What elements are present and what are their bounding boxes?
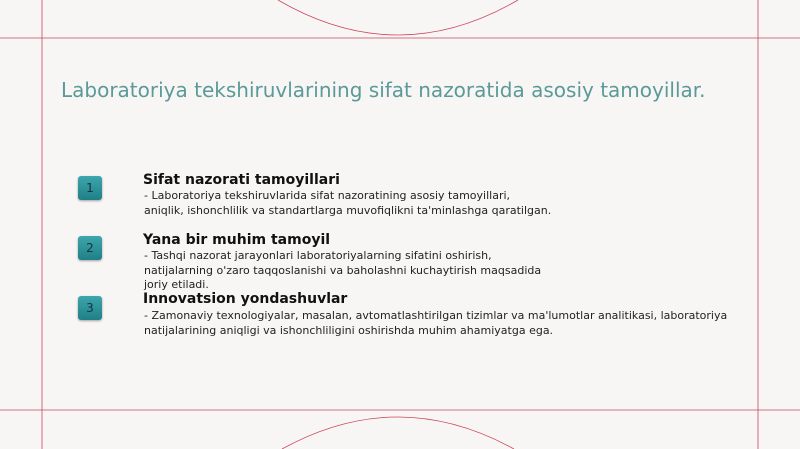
number-badge-3: 3 (78, 296, 102, 320)
slide-title: Laboratoriya tekshiruvlarining sifat nazoratida asosiy tamoyillar. (61, 78, 706, 102)
number-badge-2: 2 (78, 236, 102, 260)
frame-arc-top (278, 0, 518, 35)
item-description-2: - Tashqi nazorat jarayonlari laboratoriyalarning sifatini oshirish, natijalarning o'zaro taqqoslanishi va baholashni kuchaytirish maqsadida joriy etiladi. (144, 249, 542, 291)
item-description-1: - Laboratoriya tekshiruvlarida sifat nazoratining asosiy tamoyillari, aniqlik, ishonchlilik va standartlarga muvofiqlikni ta'minlashga qaratilgan. (144, 189, 552, 217)
item-heading-1: Sifat nazorati tamoyillari (143, 172, 340, 188)
frame-arc-bottom (282, 417, 514, 449)
number-badge-1: 1 (78, 176, 102, 200)
item-heading-3: Innovatsion yondashuvlar (143, 291, 348, 307)
item-heading-2: Yana bir muhim tamoyil (143, 232, 331, 248)
item-description-3: - Zamonaviy texnologiyalar, masalan, avtomatlashtirilgan tizimlar va ma'lumotlar analitikasi, laboratoriya natijalarining aniqligi va ishonchliligini oshirishda muhim ahamiyatga ega. (144, 309, 728, 337)
